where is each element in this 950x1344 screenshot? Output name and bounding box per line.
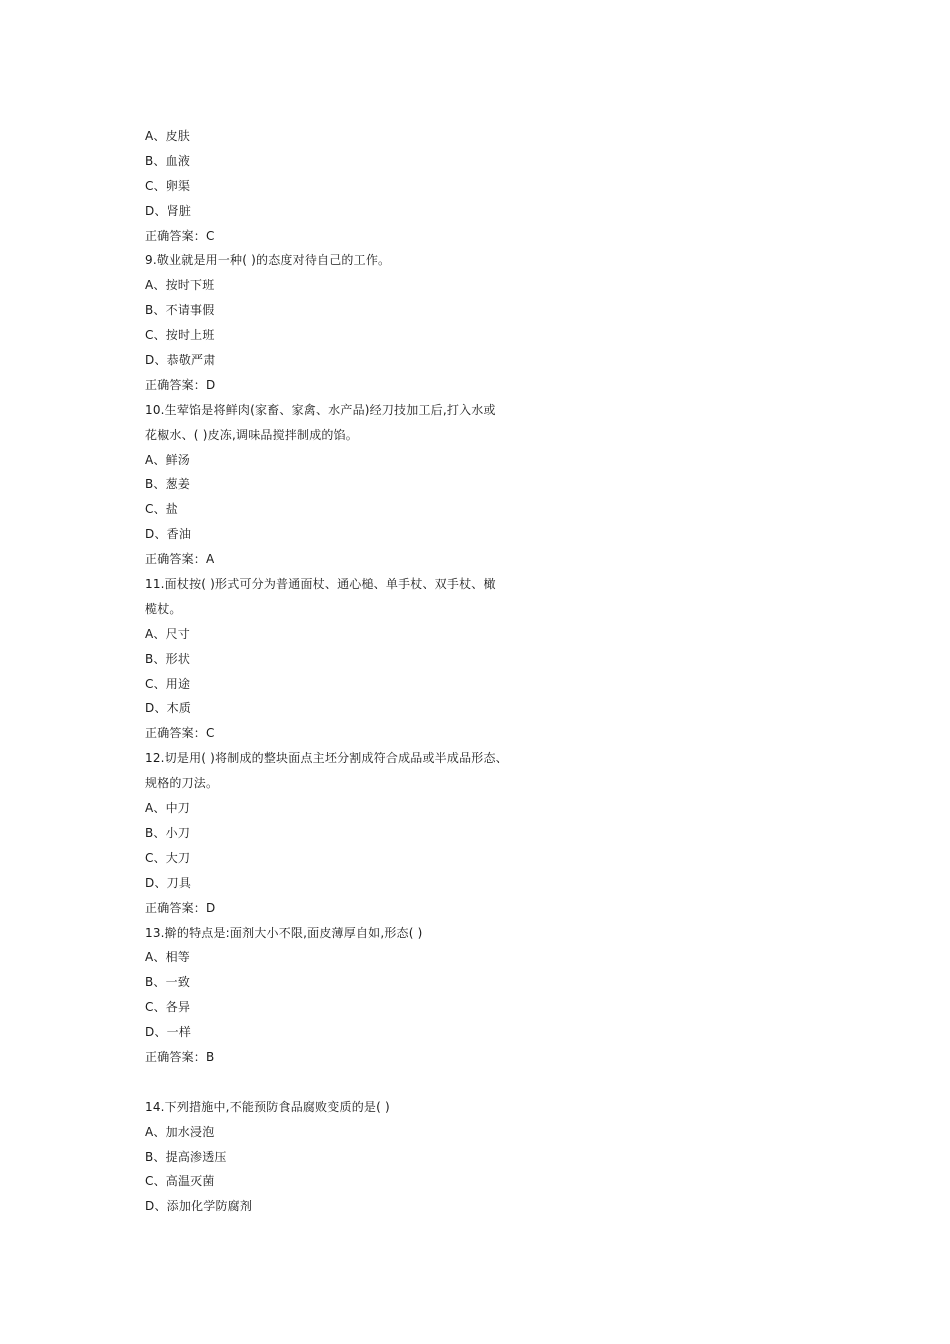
question-line: 14.下列措施中,不能预防食品腐败变质的是( ) <box>145 1099 390 1114</box>
option-line: D、刀具 <box>145 875 192 890</box>
option-line: C、卵渠 <box>145 178 191 193</box>
answer-line: 正确答案：C <box>145 228 215 243</box>
option-line: B、形状 <box>145 651 191 666</box>
option-line: D、香油 <box>145 527 192 542</box>
answer-line: 正确答案：D <box>145 900 216 915</box>
option-line: A、鲜汤 <box>145 452 191 467</box>
answer-line: 正确答案：D <box>145 377 216 392</box>
option-line: B、葱姜 <box>145 477 191 492</box>
option-line: C、大刀 <box>145 850 191 865</box>
answer-line: 正确答案：A <box>145 552 215 567</box>
text-line: 规格的刀法。 <box>145 776 219 791</box>
blank-line <box>145 1070 525 1095</box>
option-line: A、皮肤 <box>145 129 191 143</box>
option-line: B、血液 <box>145 153 191 168</box>
option-line: D、一样 <box>145 1025 192 1040</box>
option-line: D、添加化学防腐剂 <box>145 1199 253 1214</box>
option-line: A、中刀 <box>145 801 191 816</box>
option-line: D、恭敬严肃 <box>145 353 216 368</box>
option-line: B、小刀 <box>145 825 191 840</box>
text-line: 花椒水、( )皮冻,调味品搅拌制成的馅。 <box>145 427 358 442</box>
question-line: 10.生荤馅是将鲜肉(家畜、家禽、水产品)经刀技加工后,打入水或 <box>145 402 496 417</box>
question-line: 13.擀的特点是:面剂大小不限,面皮薄厚自如,形态( ) <box>145 925 423 940</box>
option-line: D、木质 <box>145 701 192 716</box>
question-line: 9.敬业就是用一种( )的态度对待自己的工作。 <box>145 253 391 268</box>
answer-line: 正确答案：B <box>145 1049 215 1064</box>
option-line: D、肾脏 <box>145 203 192 218</box>
option-line: B、提高渗透压 <box>145 1149 227 1164</box>
option-line: C、按时上班 <box>145 328 215 343</box>
document-body <box>145 124 525 1219</box>
option-line: A、尺寸 <box>145 626 191 641</box>
option-line: B、一致 <box>145 975 191 990</box>
question-line: 11.面杖按( )形式可分为普通面杖、通心槌、单手杖、双手杖、橄 <box>145 577 496 592</box>
option-line: A、按时下班 <box>145 278 215 293</box>
option-line: B、不请事假 <box>145 303 215 318</box>
option-line: C、盐 <box>145 502 178 517</box>
text-line: 榄杖。 <box>145 601 182 616</box>
option-line: C、用途 <box>145 676 191 691</box>
answer-line: 正确答案：C <box>145 726 215 741</box>
question-line: 12.切是用( )将制成的整块面点主坯分割成符合成品或半成品形态、 <box>145 751 508 766</box>
option-line: C、高温灭菌 <box>145 1174 215 1189</box>
option-line: A、相等 <box>145 950 191 965</box>
option-line: A、加水浸泡 <box>145 1124 215 1139</box>
option-line: C、各异 <box>145 1000 191 1015</box>
